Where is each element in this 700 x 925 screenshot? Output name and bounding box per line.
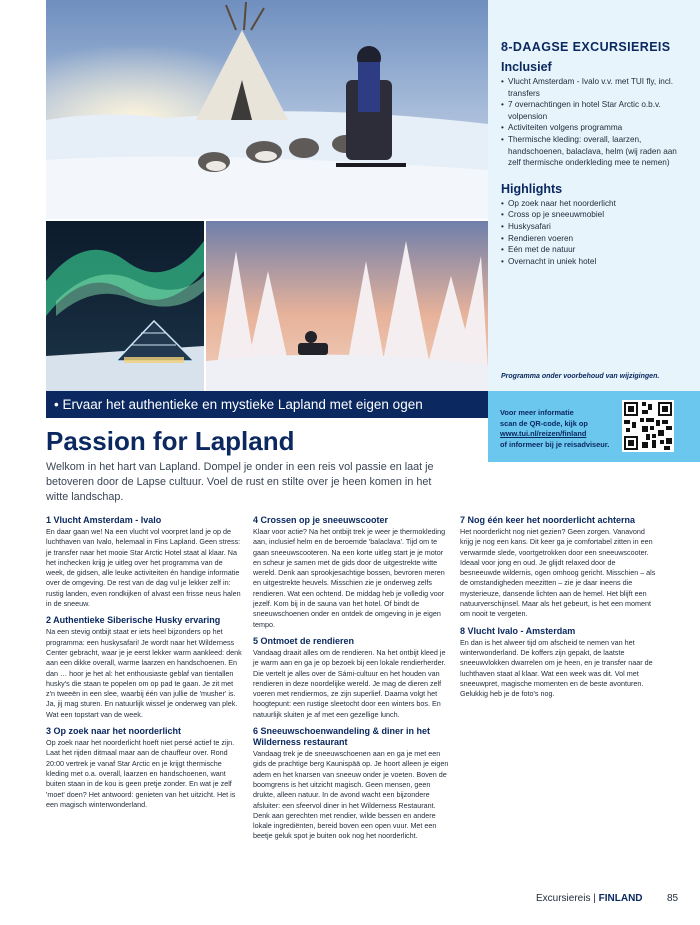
husky-sled-photo <box>46 0 488 219</box>
highlights-list <box>501 198 688 268</box>
aurora-igloo-photo <box>46 221 204 391</box>
itinerary-day-4 <box>253 515 449 630</box>
inclusief-list <box>501 76 688 169</box>
trip-type-title: 8-DAAGSE EXCURSIEREIS <box>501 40 671 54</box>
list-item: • Rendieren voeren <box>501 233 688 245</box>
day-text: Op zoek naar het noorderlicht hoeft niet persé actief te zijn. Laat het rijden ditmaal maar aan de chauffeur over. Rond 20:00 vertrek je vanaf Star Arctic en je krijgt thermische kleding met o.a. overall, laarzen en handschoenen, want buiten staan in de kou is geen pretje zonder. En wat je zelf 'moet' doen? Het antwoord: genieten van het uitzicht. Het is een magisch winterwonderland. <box>46 738 236 809</box>
day-text: Klaar voor actie? Na het ontbijt trek je weer je thermokleding aan, inclusief helm en de beroemde 'balaclava'. Tijd om te gaan sneeuwscooteren. Na een korte uitleg start je je motor en scheur je samen met de gids door de uitgestrekte witte wereld. Denk aan sprookjesachtige bossen, bevroren meren en uitgestrekte heuvels. Misschien zie je onderweg zelfs rendieren. Wat een ochtend. De middag heb je volledig voor jezelf. Kom bij in de sauna van het hotel. Of bindt de sneeuwschoenen onder en ontdek de omgeving in je eigen tempo. <box>253 527 446 629</box>
itinerary-day-1 <box>46 515 242 609</box>
day-text: Vandaag draait alles om de rendieren. Na het ontbijt kleed je je warm aan en ga je op bezoek bij een lokale rendierherder. Die vertelt je alles over de Sámi-cultuur en het houden van rendieren in deze noordelijke wereld. Je mag de dieren zelf voeren met rendiermos, ze zijn superlief. Daarna volgt het hoogtepunt: een rustige sleetocht door een winters bos. En natuurlijk sluiten je af met een gezellige lunch. <box>253 647 446 719</box>
qr-code-icon[interactable] <box>622 400 674 452</box>
itinerary-column-3 <box>460 515 656 705</box>
day-title: 6 Sneeuwschoenwandeling & diner in het Wilderness restaurant <box>253 726 431 748</box>
day-text: Na een stevig ontbijt staat er iets heel bijzonders op het programma: een huskysafari! Je wordt naar het Wilderness Center gebracht, waar je je eerst lekker warm aankleed: denk aan een dikke overall, warme laarzen en handschoenen. En dan … hoor je het al: het enthousiaste geblaf van tientallen husky's die staan te popelen om op pad te gaan. Je zit met z'n tweeën in een slee, waarbij één van jullie de 'musher' is. Ja, jij mag sturen. En natuurlijk wissel je onderweg van plek. Wat een topstart van de week. <box>46 627 242 719</box>
trip-summary-sidebar <box>488 0 700 391</box>
highlights-heading: Highlights <box>501 181 563 196</box>
list-item: • Eén met de natuur <box>501 244 688 256</box>
qr-info-box <box>488 391 700 462</box>
footer-section: Excursiereis <box>536 893 591 904</box>
day-title: 5 Ontmoet de rendieren <box>253 635 355 646</box>
intro-paragraph: Welkom in het hart van Lapland. Dompel je onder in een reis vol passie en laat je betoveren door de Lapse cultuur. Voel de rust en stilte over je heen komen in het witte landschap. <box>46 461 434 503</box>
day-text: En daar gaan we! Na een vlucht vol voorpret land je op de luchthaven van Ivalo, helemaal in Fins Lapland. Geen stress: je transfer naar het mooie Star Arctic Hotel staat al klaar. Na het inchecken krijg je uitleg over het programma van de week, de gidsen, alle leuke activiteiten én handige informatie over de omgeving. De rest van de dag vul je lekker zelf in: rustig landen, even rondkijken of alvast een frisse neus halen in de sneeuw. <box>46 527 241 609</box>
qr-info-text <box>500 408 618 450</box>
itinerary-day-5 <box>253 636 449 720</box>
itinerary-column-2 <box>253 515 449 848</box>
day-title: 8 Vlucht Ivalo - Amsterdam <box>460 625 576 636</box>
day-title: 7 Nog één keer het noorderlicht achterna <box>460 515 636 525</box>
itinerary-column-1 <box>46 515 242 816</box>
list-item: • Overnacht in uniek hotel <box>501 256 688 268</box>
list-item: • Thermische kleding: overall, laarzen, handschoenen, balaclava, helm (wij raden aan zelf thermische onderkleding mee te nemen) <box>501 134 688 169</box>
day-title: 3 Op zoek naar het noorderlicht <box>46 726 182 737</box>
itinerary-day-2 <box>46 615 242 720</box>
footer-country: FINLAND <box>598 893 643 904</box>
itinerary-day-7 <box>460 515 656 620</box>
program-disclaimer: Programma onder voorbehoud van wijzigingen. <box>501 373 660 380</box>
tagline-banner: • Ervaar het authentieke en mystieke Lapland met eigen ogen <box>46 391 488 418</box>
qr-line: Voor meer informatie <box>500 408 574 417</box>
list-item: • 7 overnachtingen in hotel Star Arctic o.b.v. volpension <box>501 99 688 122</box>
itinerary-day-8 <box>460 626 656 700</box>
page-footer: Excursiereis | FINLAND <box>536 893 643 904</box>
itinerary-day-3 <box>46 726 242 810</box>
page-title: Passion for Lapland <box>46 426 295 456</box>
qr-line: of informeer bij je reisadviseur. <box>500 439 610 449</box>
tui-finland-link[interactable]: www.tui.nl/reizen/finland <box>500 429 587 438</box>
qr-line: scan de QR-code, kijk op <box>500 418 588 428</box>
list-item: • Huskysafari <box>501 221 688 233</box>
snowmobile-forest-photo <box>206 221 488 391</box>
inclusief-heading: Inclusief <box>501 60 552 74</box>
list-item: • Op zoek naar het noorderlicht <box>501 198 688 210</box>
day-title: 4 Crossen op je sneeuwscooter <box>253 515 389 525</box>
day-text: Het noorderlicht nog niet gezien? Geen zorgen. Vanavond krijg je nog een kans. Dit keer ga je comfortabel zitten in een verwarmde slede, voortgetrokken door een sneeuwscooter. Ideaal voor jong en oud. Je glijdt relaxed door de besneeuwde wildernis, ogen omhoog gericht. Misschien – als de omstandigheden meezitten – zie je daar ineens die mysterieuze, dansende lichten aan de hemel. Het blijft een natuurverschijnsel. Maar als het gebeurt, is het een moment om nooit te vergeten. <box>460 527 656 619</box>
day-text: Vandaag trek je de sneeuwschoenen aan en ga je met een gids de prachtige berg Kaunispää op. Je hoort alleen je eigen adem en het knarsen van sneeuw onder je voeten. Boven de boomgrens is het uitzicht magisch. Geen mensen, geen drukte, alleen natuur. In de avond wacht een bijzondere afsluiter: een sfeervol diner in het Wilderness Restaurant. Denk aan gerechten met rendier, wilde bessen en andere lokale ingrediënten, bereid boven een open vuur. Met een beetje geluk spot je buiten ook nog het noorderlicht. <box>253 749 449 841</box>
list-item: • Cross op je sneeuwmobiel <box>501 209 688 221</box>
page-number: 85 <box>667 893 679 904</box>
list-item: • Vlucht Amsterdam - Ivalo v.v. met TUI fly, incl. transfers <box>501 76 688 99</box>
itinerary-day-6 <box>253 726 449 842</box>
day-title: 1 Vlucht Amsterdam - Ivalo <box>46 515 162 525</box>
day-title: 2 Authentieke Siberische Husky ervaring <box>46 615 221 626</box>
list-item: • Activiteiten volgens programma <box>501 122 688 134</box>
day-text: En dan is het alweer tijd om afscheid te nemen van het winterwonderland. De koffers zijn gepakt, de laatste sneeuwvlokken dwarrelen om je heen, en je transfer naar de luchthaven staat al klaar. Wat een week was dit. Vol met sneeuwpret, magische momenten en de beste avonturen. Gelukkig heb je de foto's nog. <box>460 637 653 699</box>
